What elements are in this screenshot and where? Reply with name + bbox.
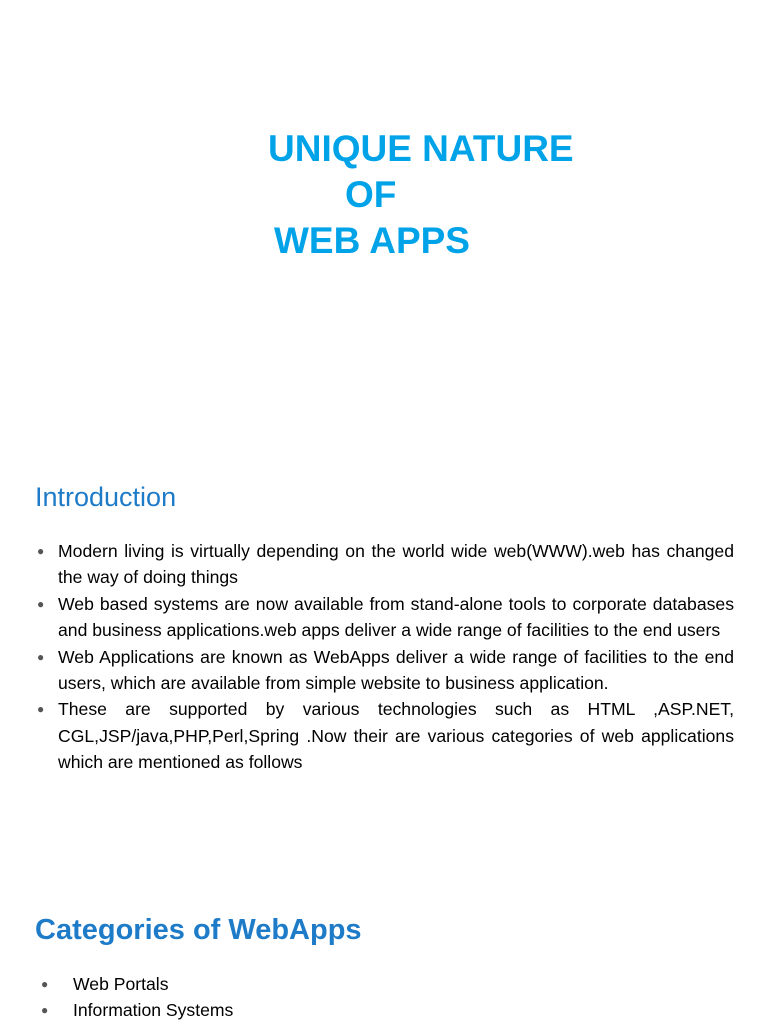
list-item (37, 591, 734, 644)
bullet-icon: ● (37, 596, 45, 611)
list-item (37, 644, 734, 697)
page-title-line-3: WEB APPS (274, 220, 470, 261)
list-item-text: Web Applications are known as WebApps deliver a wide range of facilities to the end users, which are available from simple website to business application. (58, 646, 734, 694)
list-item (41, 997, 673, 1023)
bullet-icon: ● (37, 649, 45, 664)
introduction-list (37, 538, 734, 776)
list-item-text: Web Portals (73, 974, 169, 994)
introduction-heading: Introduction (35, 482, 177, 512)
bullet-icon: ● (37, 702, 45, 717)
list-item-text: Information Systems (73, 1000, 234, 1021)
list-item (41, 971, 673, 997)
bullet-icon: ● (37, 544, 45, 558)
list-item-text: Web based systems are now available from stand-alone tools to corporate databases and business applications.web apps deliver a wide range of facilities to the end users (58, 593, 734, 641)
page-title-line-2: OF (345, 174, 397, 215)
list-item-text: These are supported by various technologies such as HTML ,ASP.NET, CGL,JSP/java,PHP,Perl,Spring .Now their are various categories of web applications which are mentioned as follows (58, 699, 734, 773)
list-item (37, 538, 734, 591)
list-item (37, 696, 734, 775)
categories-list (41, 971, 673, 1024)
categories-heading: Categories of WebApps (35, 914, 362, 946)
list-item-text: Modern living is virtually depending on the world wide web(WWW).web has changed the way of doing things (58, 541, 734, 588)
page-title-line-1: UNIQUE NATURE (268, 128, 574, 169)
bullet-icon: ● (41, 1003, 49, 1018)
bullet-icon: ● (41, 977, 49, 991)
